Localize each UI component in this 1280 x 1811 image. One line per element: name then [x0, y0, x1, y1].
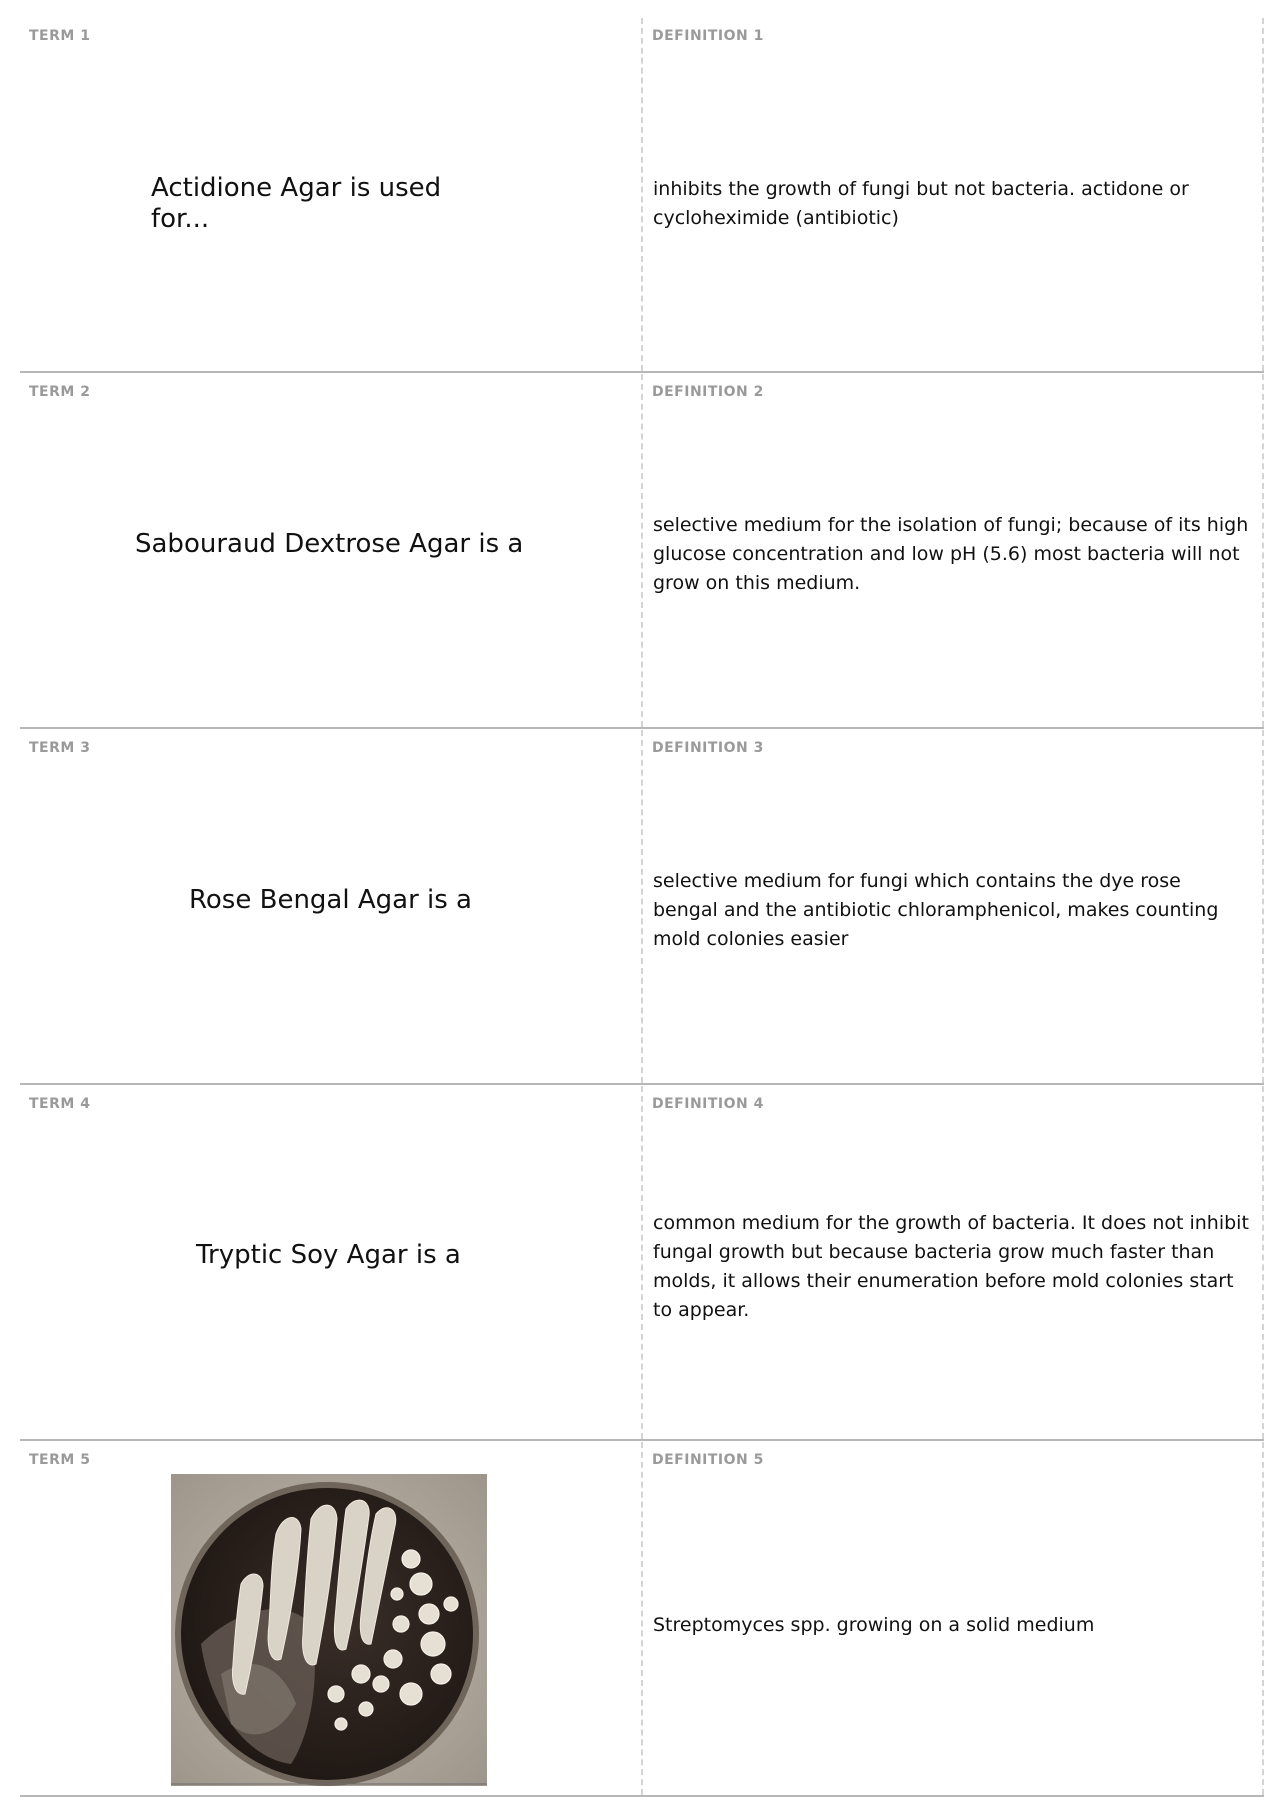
card-row	[20, 730, 1264, 1085]
definition-text: selective medium for the isolation of fungi; because of its high glucose concentration and low pH (5.6) most bacteria will not grow on this medium.	[653, 514, 1249, 594]
term-text: Actidione Agar is used for...	[151, 173, 442, 234]
term-text: Tryptic Soy Agar is a	[196, 1240, 461, 1270]
definition-text: inhibits the growth of fungi but not bacteria. actidone or cycloheximide (antibiotic)	[653, 178, 1189, 229]
definition-cell	[643, 1442, 1264, 1795]
flashcard-sheet	[20, 18, 1264, 1801]
definition-cell	[643, 374, 1264, 727]
card-row	[20, 374, 1264, 729]
term-label: TERM 3	[29, 740, 91, 756]
definition-cell	[643, 18, 1264, 371]
term-cell	[20, 1442, 643, 1795]
term-label: TERM 1	[29, 28, 91, 44]
term-cell	[20, 18, 643, 371]
definition-text: Streptomyces spp. growing on a solid medium	[653, 1614, 1095, 1636]
card-row	[20, 1086, 1264, 1441]
definition-label: DEFINITION 4	[652, 1096, 764, 1112]
definition-label: DEFINITION 5	[652, 1452, 764, 1468]
definition-text: common medium for the growth of bacteria. It does not inhibit fungal growth but because bacteria grow much faster than molds, it allows their enumeration before mold colonies start to appear.	[653, 1212, 1249, 1321]
term-label: TERM 4	[29, 1096, 91, 1112]
term-text: Rose Bengal Agar is a	[189, 885, 472, 915]
definition-label: DEFINITION 1	[652, 28, 764, 44]
petri-dish-image	[171, 1474, 487, 1786]
term-cell	[20, 374, 643, 727]
term-text: Sabouraud Dextrose Agar is a	[135, 529, 524, 559]
term-label: TERM 5	[29, 1452, 91, 1468]
definition-cell	[643, 1086, 1264, 1439]
term-cell	[20, 730, 643, 1083]
definition-label: DEFINITION 3	[652, 740, 764, 756]
term-label: TERM 2	[29, 384, 91, 400]
term-cell	[20, 1086, 643, 1439]
petri-dish-illustration	[171, 1474, 487, 1786]
card-row	[20, 18, 1264, 373]
definition-text: selective medium for fungi which contains the dye rose bengal and the antibiotic chloramphenicol, makes counting mold colonies easier	[653, 870, 1219, 950]
card-row	[20, 1442, 1264, 1797]
definition-cell	[643, 730, 1264, 1083]
definition-label: DEFINITION 2	[652, 384, 764, 400]
